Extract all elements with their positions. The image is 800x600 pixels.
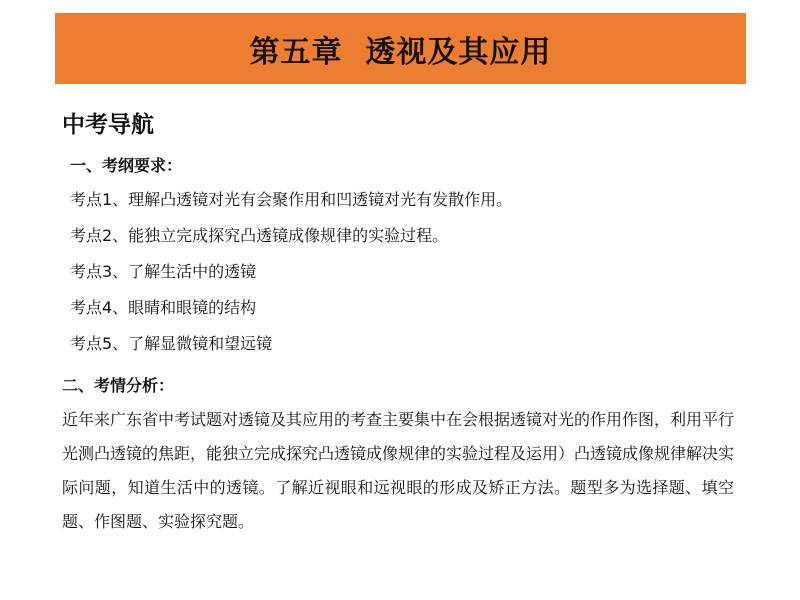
- analysis-paragraph: 近年来广东省中考试题对透镜及其应用的考查主要集中在会根据透镜对光的作用作图，利用平行光测凸透镜的焦距，能独立完成探究凸透镜成像规律的实验过程及运用）凸透镜成像规律解决实际问题，知道生活中的透镜。了解近视眼和远视眼的形成及矫正方法。题型多为选择题、填空题、作图题、实验探究题。: [62, 410, 735, 531]
- exam-point-5: 考点5、了解显微镜和望远镜: [70, 334, 273, 353]
- section-heading: 中考导航: [62, 112, 154, 138]
- exam-point-4: 考点4、眼睛和眼镜的结构: [70, 298, 257, 317]
- analysis-heading: 二、考情分析：: [62, 376, 175, 395]
- title-banner: [55, 13, 746, 84]
- exam-points-list: [70, 182, 512, 362]
- syllabus-heading: 一、考纲要求：: [70, 156, 183, 175]
- exam-point-2: 考点2、能独立完成探究凸透镜成像规律的实验过程。: [70, 226, 449, 245]
- exam-point-1: 考点1、理解凸透镜对光有会聚作用和凹透镜对光有发散作用。: [70, 190, 513, 209]
- exam-point-3: 考点3、了解生活中的透镜: [70, 262, 257, 281]
- page-title: 第五章 透视及其应用: [249, 34, 552, 70]
